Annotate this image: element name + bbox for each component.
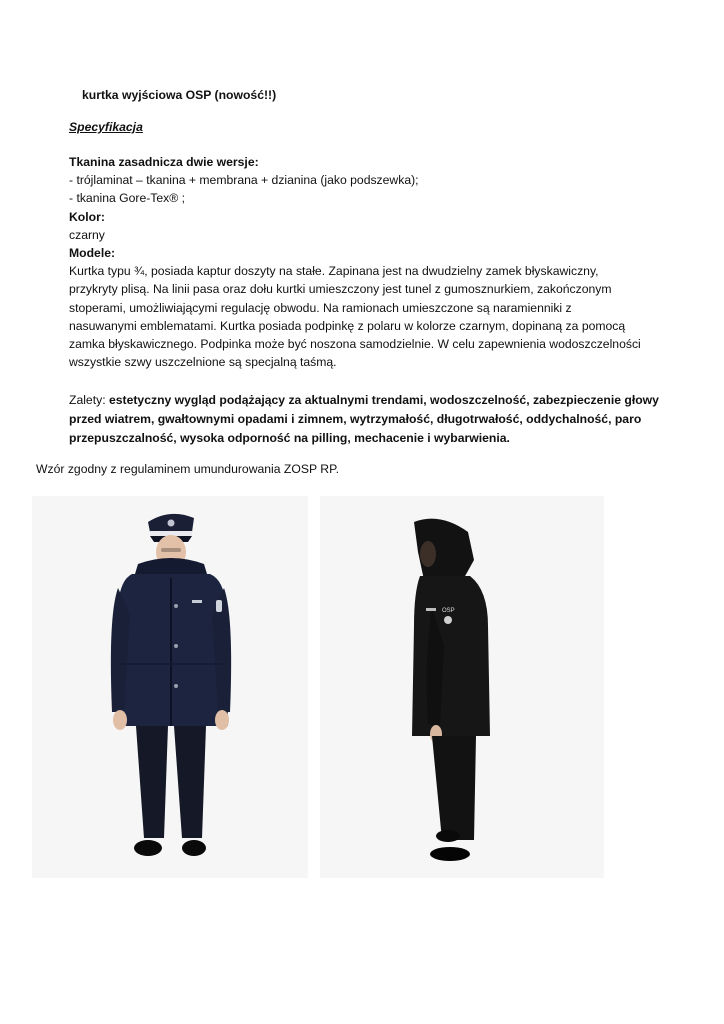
advantages-label: Zalety: [69, 393, 109, 407]
models-line: wszystkie szwy uszczelnione są specjalną taśmą. [69, 355, 337, 370]
color-value: czarny [69, 227, 105, 242]
spec-heading: Specyfikacja [69, 120, 143, 134]
models-heading: Modele: [69, 246, 116, 261]
document-title: kurtka wyjściowa OSP (nowość!!) [82, 88, 277, 102]
photo-side [320, 496, 604, 878]
models-line: zamka błyskawicznego. Podpinka może być noszona samodzielnie. W celu zapewnienia wodoszczelności [69, 337, 641, 352]
advantages-line: estetyczny wygląd podążający za aktualnymi trendami, wodoszczelność, zabezpieczenie głowy [108, 393, 659, 407]
color-heading: Kolor: [69, 209, 105, 224]
advantages-line: przed wiatrem, gwałtownymi opadami i zimnem, wytrzymałość, długotrwałość, oddychalność, paro [69, 412, 642, 427]
models-line: Kurtka typu ¾, posiada kaptur doszyty na stałe. Zapinana jest na dwudzielny zamek błyskawiczny, [69, 264, 599, 279]
uniform-front-illustration [32, 496, 308, 878]
fabric-section [69, 153, 641, 371]
models-line: stoperami, umożliwiającymi regulację obwodu. Na ramionach umieszczone są naramienniki z [69, 300, 572, 315]
fabric-heading: Tkanina zasadnicza dwie wersje: [69, 155, 259, 169]
photo-front [32, 496, 308, 878]
models-line: nasuwanymi emblematami. Kurtka posiada podpinkę z polaru w kolorze czarnym, dopinaną za pomocą [69, 318, 626, 333]
advantages-section [69, 391, 659, 449]
side-badge-text: OSP [442, 608, 455, 614]
footer-note: Wzór zgodny z regulaminem umundurowania ZOSP RP. [36, 462, 340, 476]
models-line: przykryty plisą. Na linii pasa oraz dołu kurtki umieszczony jest tunel z gumosznurkiem, zakończonym [69, 282, 612, 297]
advantages-line: przepuszczalność, wysoka odporność na pilling, mechacenie i wybarwienia. [69, 431, 510, 446]
fabric-item: - trójlaminat – tkanina + membrana + dzianina (jako podszewka); [69, 173, 419, 188]
fabric-item: - tkanina Gore-Tex® ; [69, 191, 186, 206]
uniform-side-illustration [320, 496, 604, 878]
